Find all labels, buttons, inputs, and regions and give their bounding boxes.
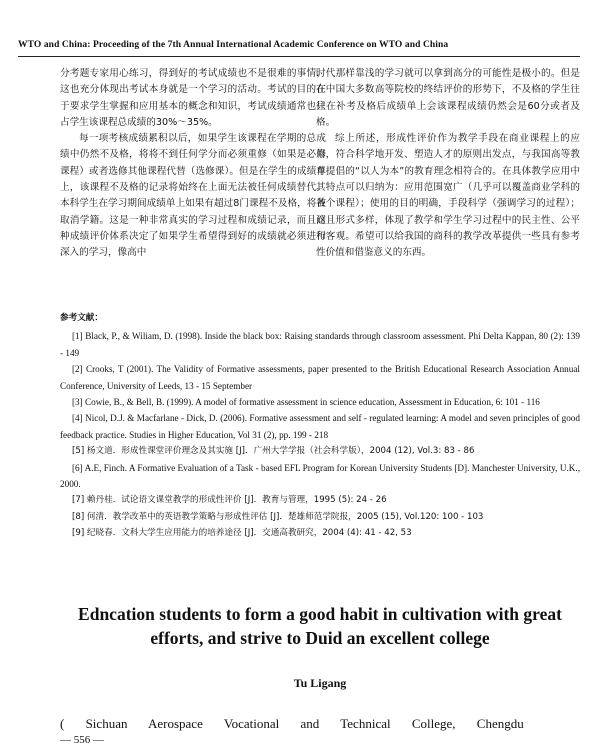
reference-text: A.E, Finch. A Formative Evaluation of a Task - based EFL Program for Korean University Students [D]. Manchester University, U.K., 2000.	[60, 462, 580, 490]
reference-text: 纪晓春．文科大学生应用能力的培养途径 [J]．交通高教研究，2004 (4): 41 - 42, 53	[86, 528, 412, 539]
left-paragraph-2: 每一项考核成绩累积以后，如果学生该课程在学期的总成绩中仍然不及格，将将不到任何学分而必须重修（如果是必修课程）或者选修其他课程代替（选修课）。但是在学生的成绩单上，该课程不及格的记录将始终在上面无法被任何成绩替代。本科学生在学习期间成绩单上如果有超过8门课程不及格，将被取消学籍。这是一种非常真实的学习过程和成绩记录，而且这种成绩评价体系决定了如果学生希望得到好的成绩就必须进行深入的学习，像高中	[60, 133, 326, 259]
reference-item	[60, 443, 580, 459]
references-title: 参考文献：	[60, 313, 103, 323]
references-list	[60, 328, 580, 541]
references-section	[60, 310, 580, 542]
reference-text: Crooks, T (2001). The Validity of Formative assessments, paper presented to the British Educational Research Association Annual Conference, University of Leeds, 13 - 15 September	[60, 364, 580, 391]
reference-text: Cowie, B., & Bell, B. (1999). A model of formative assessment in science education, Assessment in Education, 6: 101 - 116	[85, 397, 540, 408]
reference-item	[60, 361, 580, 394]
left-paragraph-1: 分考题专家用心练习，得到好的考试成绩也不是很难的事情，这也充分体现出考试本身就是一个学习的活动。考试的目的在于要求学生掌握和应用基本的概念和知识，考试成绩通常也只占学生该课程总成绩的30%～35%。	[60, 68, 326, 128]
reference-number: [8]	[72, 511, 85, 522]
reference-number: [7]	[72, 495, 85, 506]
reference-number: [9]	[72, 528, 85, 539]
page-number: — 556 —	[60, 734, 104, 746]
reference-item	[60, 525, 580, 541]
header-rule	[18, 56, 580, 57]
reference-text: 赖丹桂．试论语文课堂教学的形成性评价 [J]．教育与管理，1995 (5): 24 - 26	[86, 495, 387, 506]
reference-text: Nicol, D.J. & Macfarlane - Dick, D. (2006). Formative assessment and self - regulated learning: A model and seven principles of good feedback practice. Studies in Higher Education, Vol 31 (2), pp. 199 - 218	[60, 413, 580, 440]
reference-number: [1]	[72, 331, 83, 342]
reference-item	[60, 509, 580, 525]
reference-text: 何清．教学改革中的英语教学策略与形成性评估 [J]．楚雄师范学院报，2005 (15), Vol.120: 100 - 103	[86, 511, 484, 522]
author-name: Tu Ligang	[293, 676, 347, 690]
reference-item	[60, 492, 580, 508]
reference-number: [6]	[72, 462, 83, 473]
author-affiliation: ( Sichuan Aerospace Vocational and Technical College, Chengdu	[60, 716, 524, 731]
right-paragraph-2: 综上所述，形成性评价作为教学手段在商业课程上的应用，符合科学地开发、塑造人才的原则出发点，与我国高等教育提倡的“以人为本”的教育理念相符合的。在具体教学应用中其特点可以归纳为：应用范围宽广（几乎可以覆盖商业学科的各个课程）；使用的目的明确，手段科学（强调学习的过程）；而且形式多样，体现了教学和学生学习过程中的民主性、公平和客观。希望可以给我国的商科的教学改革提供一些具有参考性价值和借鉴意义的东西。	[316, 133, 580, 259]
reference-number: [5]	[72, 446, 85, 457]
reference-text: Black, P., & Wiliam, D. (1998). Inside the black box: Raising standards through classroom assessment. Phi Delta Kappan, 80 (2): 139 - 149	[60, 331, 580, 358]
reference-item	[60, 328, 580, 361]
left-column	[60, 66, 326, 262]
reference-text: 杨文道．形成性课堂评价理念及其实施 [J]．广州大学学报（社会科学版），2004 (12), Vol.3: 83 - 86	[86, 446, 475, 457]
reference-item	[60, 394, 580, 410]
reference-number: [4]	[72, 413, 83, 424]
reference-item	[60, 460, 580, 493]
reference-number: [3]	[72, 397, 83, 408]
reference-number: [2]	[72, 364, 83, 375]
right-column	[316, 66, 580, 262]
running-header: WTO and China: Proceeding of the 7th Annual International Academic Conference on WTO and China	[18, 40, 449, 50]
reference-item	[60, 410, 580, 443]
right-paragraph-1: 时代那样靠浅的学习就可以拿到高分的可能性是极小的。但是在中国大多数高等院校的终结评价的形势下，不及格的学生往往在补考及格后成绩单上会该课程成绩仍然会是60分或者及格。	[316, 68, 580, 128]
english-title: Edncation students to form a good habit in cultivation with great efforts, and strive to Duid an excellent college	[78, 604, 562, 648]
